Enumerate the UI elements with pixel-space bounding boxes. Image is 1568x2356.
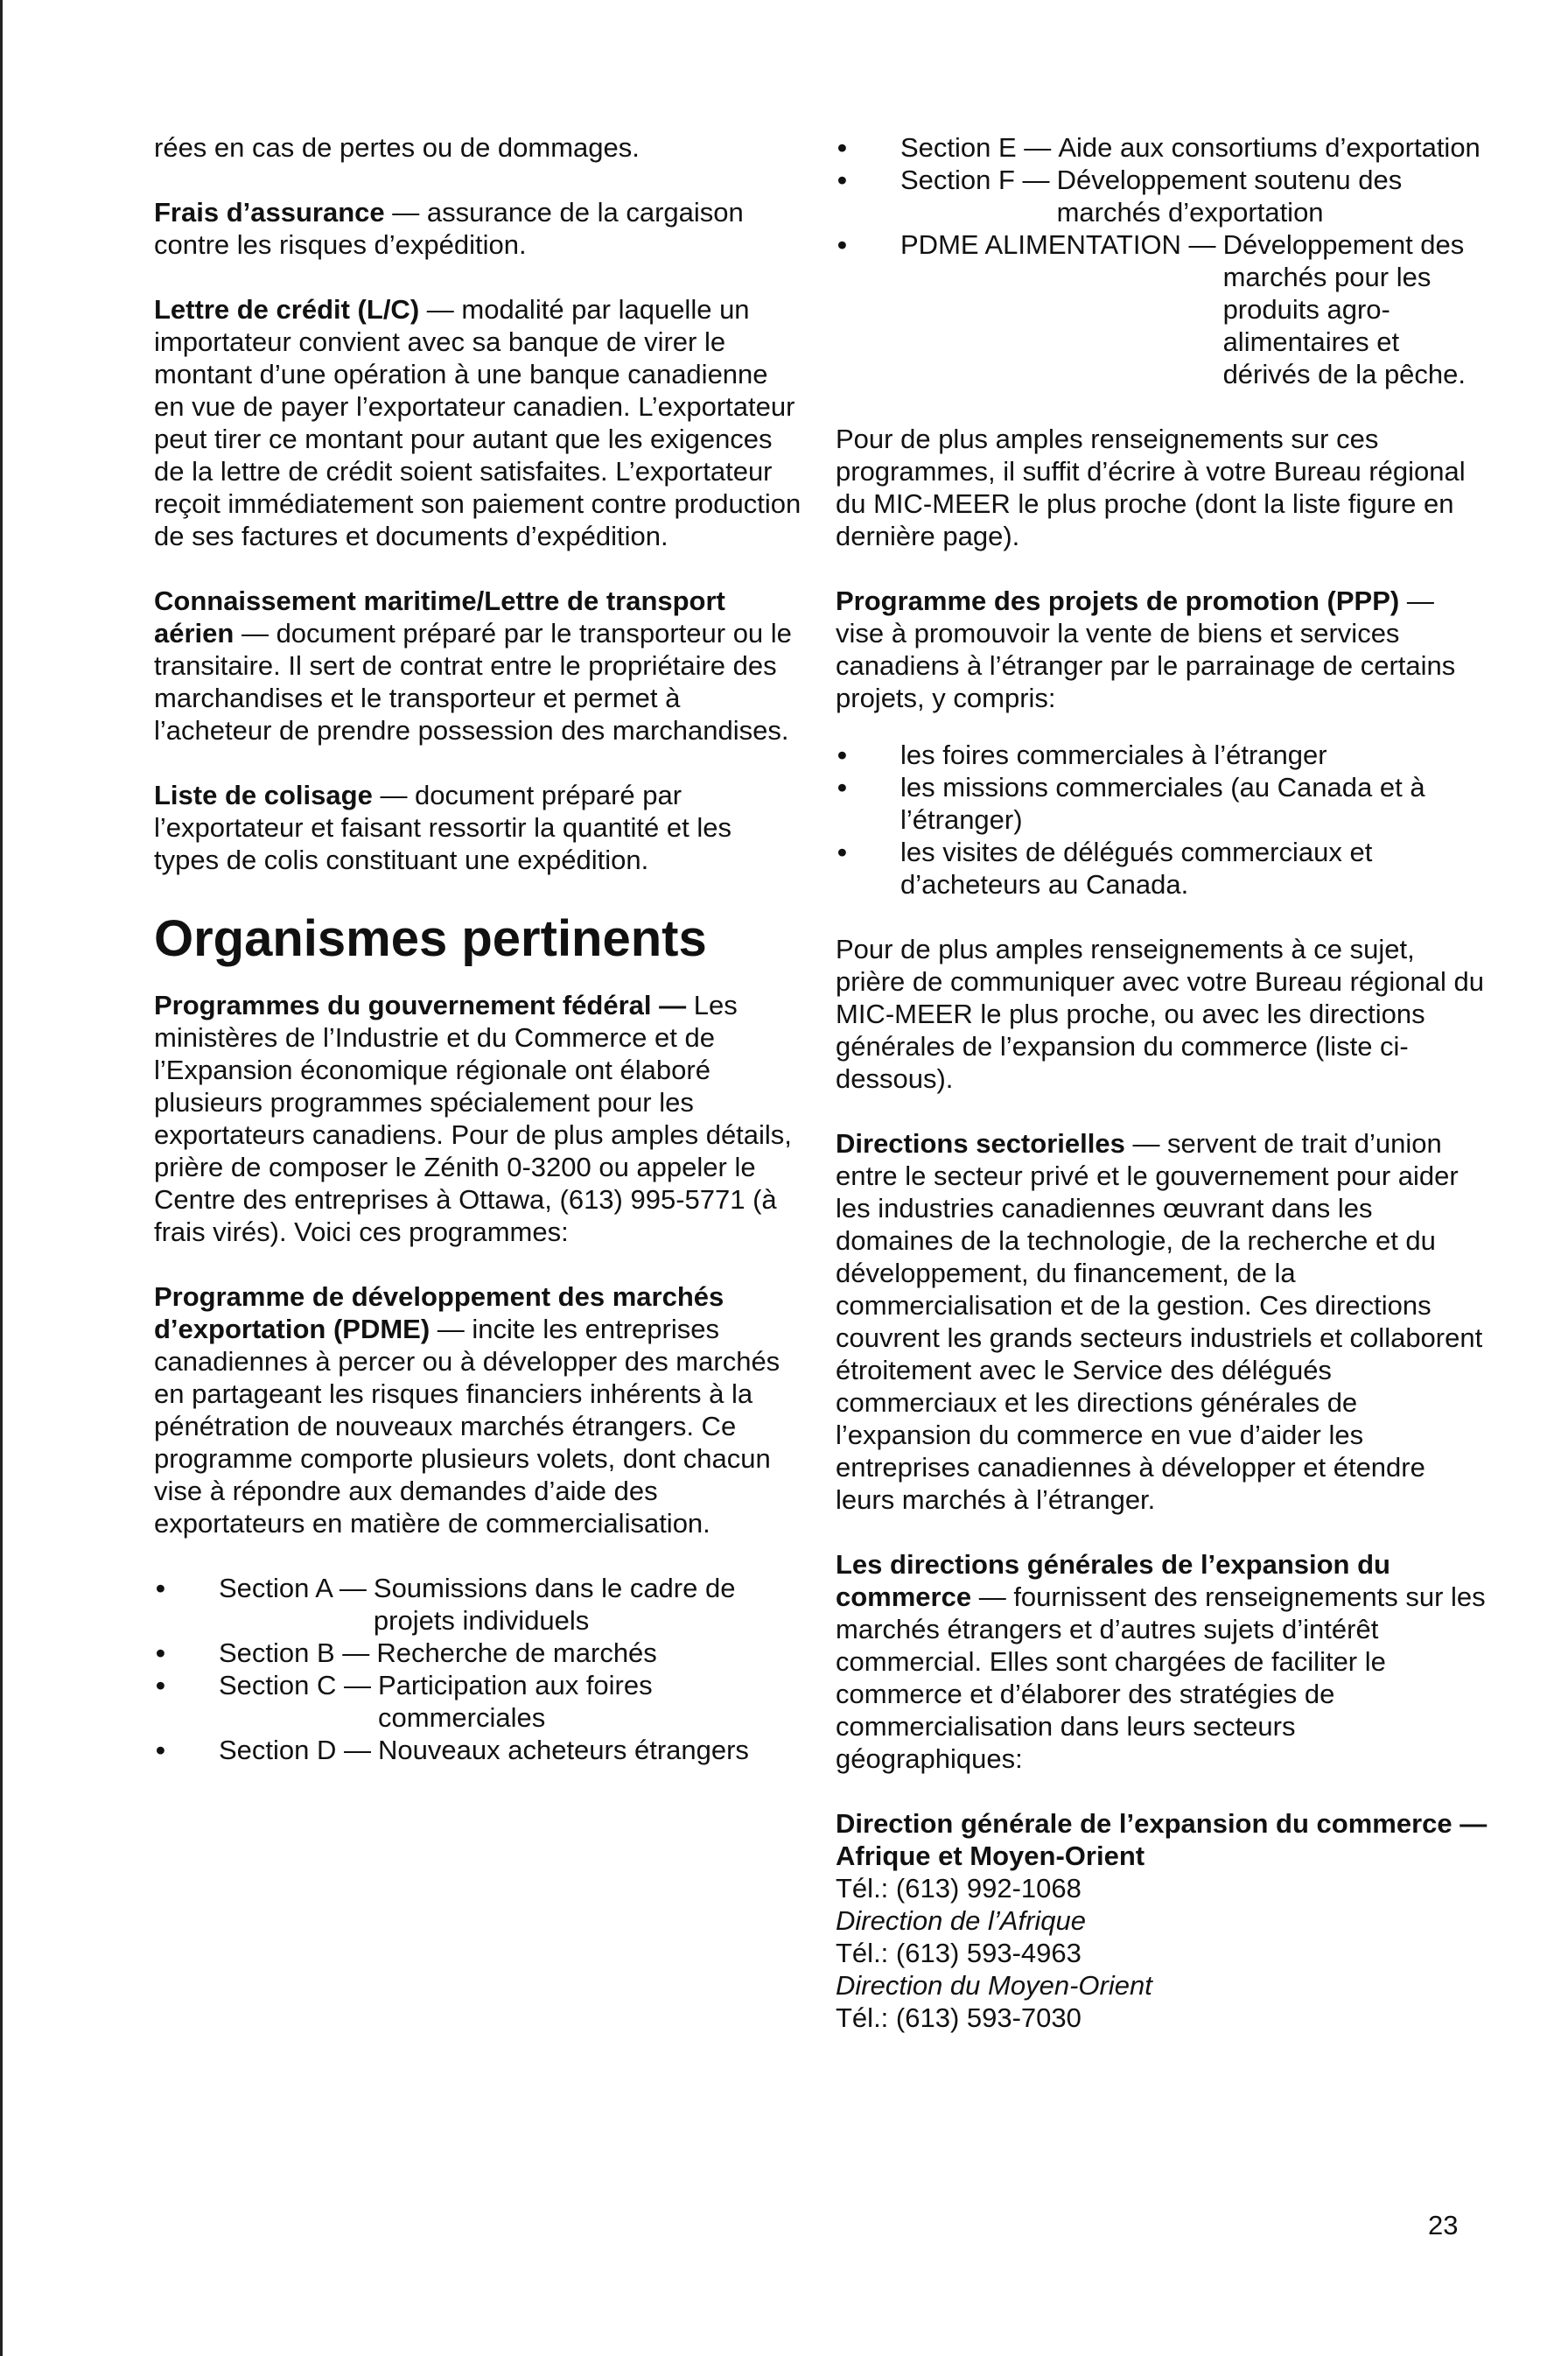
- text-pdme: — incite les entreprises canadiennes à percer ou à développer des marchés en partageant les risques financiers inhérents à la pénétration de nouveaux marchés étrangers. Ce programme comporte plusieurs volets, dont chacun vise à répondre aux demandes d’aide des exportateurs en matière de commercialisation.: [154, 1314, 780, 1539]
- bullet-icon: •: [156, 1670, 165, 1700]
- paragraph-info-programmes: Pour de plus amples renseignements sur ces programmes, il suffit d’écrire à votre Bureau régional du MIC-MEER le plus proche (dont la liste figure en dernière page).: [836, 424, 1466, 551]
- term-directions-generales: Les directions générales de l’expansion du commerce: [836, 1549, 1390, 1612]
- term-directions-sectorielles: Directions sectorielles: [836, 1128, 1125, 1159]
- contact-phone: Tél.: (613) 593-4963: [836, 1938, 1082, 1968]
- contact-phone: Tél.: (613) 992-1068: [836, 1873, 1082, 1904]
- text-liste-colisage: — document préparé par l’exportateur et faisant ressortir la quantité et les types de colis constituant une expédition.: [154, 780, 732, 875]
- page-edge: [0, 0, 3, 2356]
- list-item: • Section F — Développement soutenu des marchés d’exportation: [837, 165, 1403, 228]
- list-item: • Section C — Participation aux foires commerciales: [156, 1670, 653, 1733]
- text-directions-generales: — fournissent des renseignements sur les marchés étrangers et d’autres sujets d’intérêt commercial. Elles sont chargées de faciliter le commerce et d’élaborer des stratégies de commercialisation dans leurs secteurs géographiques:: [836, 1581, 1486, 1774]
- page-number: 23: [1428, 2210, 1459, 2240]
- section-heading: Organismes pertinents: [154, 910, 707, 967]
- bullet-icon: •: [837, 132, 847, 163]
- left-column: [154, 131, 802, 1799]
- list-item: • PDME ALIMENTATION — Développement des marchés pour les produits agro-alimentaires et dérivés de la pêche.: [837, 229, 1466, 389]
- text-programmes-federal: Les ministères de l’Industrie et du Commerce et de l’Expansion économique régionale ont élaboré plusieurs programmes spécialement pour les exportateurs canadiens. Pour de plus amples détails, prière de composer le Zénith 0-3200 ou appeler le Centre des entreprises à Ottawa, (613) 995-5771 (à frais virés). Voici ces programmes:: [154, 990, 792, 1247]
- list-item: • les foires commerciales à l’étranger: [837, 740, 1327, 770]
- term-lettre-credit: Lettre de crédit (L/C): [154, 294, 420, 325]
- term-liste-colisage: Liste de colisage: [154, 780, 373, 810]
- entry-programmes-federal: [154, 989, 802, 1248]
- text-directions-sectorielles: — servent de trait d’union entre le secteur privé et le gouvernement pour aider les industries canadiennes œuvrant dans les domaines de la technologie, de la recherche et du développement, du financement, de la commercialisation et de la gestion. Ces directions couvrent les grands secteurs industriels et collaborent étroitement avec le Service des délégués commerciaux et les directions générales de l’expansion du commerce en vue d’aider les entreprises canadiennes à développer et étendre leurs marchés à l’étranger.: [836, 1128, 1483, 1515]
- list-item: • les missions commerciales (au Canada et à l’étranger): [837, 772, 1425, 835]
- text-lettre-credit: — modalité par laquelle un importateur convient avec sa banque de virer le montant d’une opération à une banque canadienne en vue de payer l’exportateur canadien. L’exportateur peut tirer ce montant pour autant que les exigences de la lettre de crédit soient satisfaites. L’exportateur reçoit immédiatement son paiement contre production de ses factures et documents d’expédition.: [154, 294, 802, 551]
- bullet-icon: •: [156, 1637, 165, 1668]
- text-frais-assurance: — assurance de la cargaison contre les risques d’expédition.: [154, 197, 744, 260]
- text-ppp: — vise à promouvoir la vente de biens et services canadiens à l’étranger par le parrainage de certains projets, y compris:: [836, 585, 1456, 713]
- list-item: • Section A — Soumissions dans le cadre de projets individuels: [156, 1573, 736, 1636]
- term-frais-assurance: Frais d’assurance: [154, 197, 385, 228]
- bullet-icon: •: [837, 772, 847, 803]
- term-programmes-federal: Programmes du gouvernement fédéral —: [154, 990, 687, 1020]
- pdme-sections-list-right: [836, 131, 1488, 390]
- term-ppp: Programme des projets de promotion (PPP): [836, 585, 1400, 616]
- bullet-icon: •: [837, 229, 847, 260]
- entry-pdme: [154, 1280, 802, 1539]
- list-item: • les visites de délégués commerciaux et d’acheteurs au Canada.: [837, 837, 1373, 900]
- bullet-icon: •: [156, 1573, 165, 1603]
- term-pdme: Programme de développement des marchés d’exportation (PDME): [154, 1281, 724, 1344]
- contact-block: [836, 1807, 1488, 2034]
- bullet-icon: •: [156, 1735, 165, 1765]
- bullet-icon: •: [837, 740, 847, 770]
- contact-direction: Direction de l’Afrique: [836, 1905, 1087, 1936]
- paragraph-info-renseignements: Pour de plus amples renseignements à ce sujet, prière de communiquer avec votre Bureau régional du MIC-MEER le plus proche, ou avec les directions générales de l’expansion du commerce (liste ci-dessous).: [836, 934, 1484, 1094]
- pdme-sections-list-left: [154, 1572, 802, 1766]
- entry-frais-assurance: [154, 196, 802, 261]
- bullet-icon: •: [837, 837, 847, 867]
- entry-connaissement: [154, 585, 802, 747]
- entry-liste-colisage: [154, 779, 802, 876]
- ppp-items-list: [836, 739, 1488, 901]
- paragraph-continuation: rées en cas de pertes ou de dommages.: [154, 132, 640, 163]
- entry-lettre-credit: [154, 293, 802, 552]
- list-item: • Section E — Aide aux consortiums d’exportation: [837, 132, 1480, 163]
- list-item: • Section D — Nouveaux acheteurs étrangers: [156, 1735, 749, 1765]
- list-item: • Section B — Recherche de marchés: [156, 1637, 657, 1668]
- bullet-icon: •: [837, 165, 847, 195]
- term-connaissement: Connaissement maritime/Lettre de transport aérien: [154, 585, 725, 649]
- entry-ppp: [836, 585, 1488, 714]
- contact-phone: Tél.: (613) 593-7030: [836, 2002, 1082, 2033]
- right-column: [836, 131, 1488, 2034]
- contact-title: Direction générale de l’expansion du commerce — Afrique et Moyen-Orient: [836, 1808, 1488, 1871]
- text-connaissement: — document préparé par le transporteur ou le transitaire. Il sert de contrat entre le propriétaire des marchandises et le transporteur et permet à l’acheteur de prendre possession des marchandises.: [154, 618, 792, 746]
- entry-directions-generales: [836, 1548, 1488, 1775]
- contact-direction: Direction du Moyen-Orient: [836, 1970, 1152, 2001]
- entry-directions-sectorielles: [836, 1127, 1488, 1516]
